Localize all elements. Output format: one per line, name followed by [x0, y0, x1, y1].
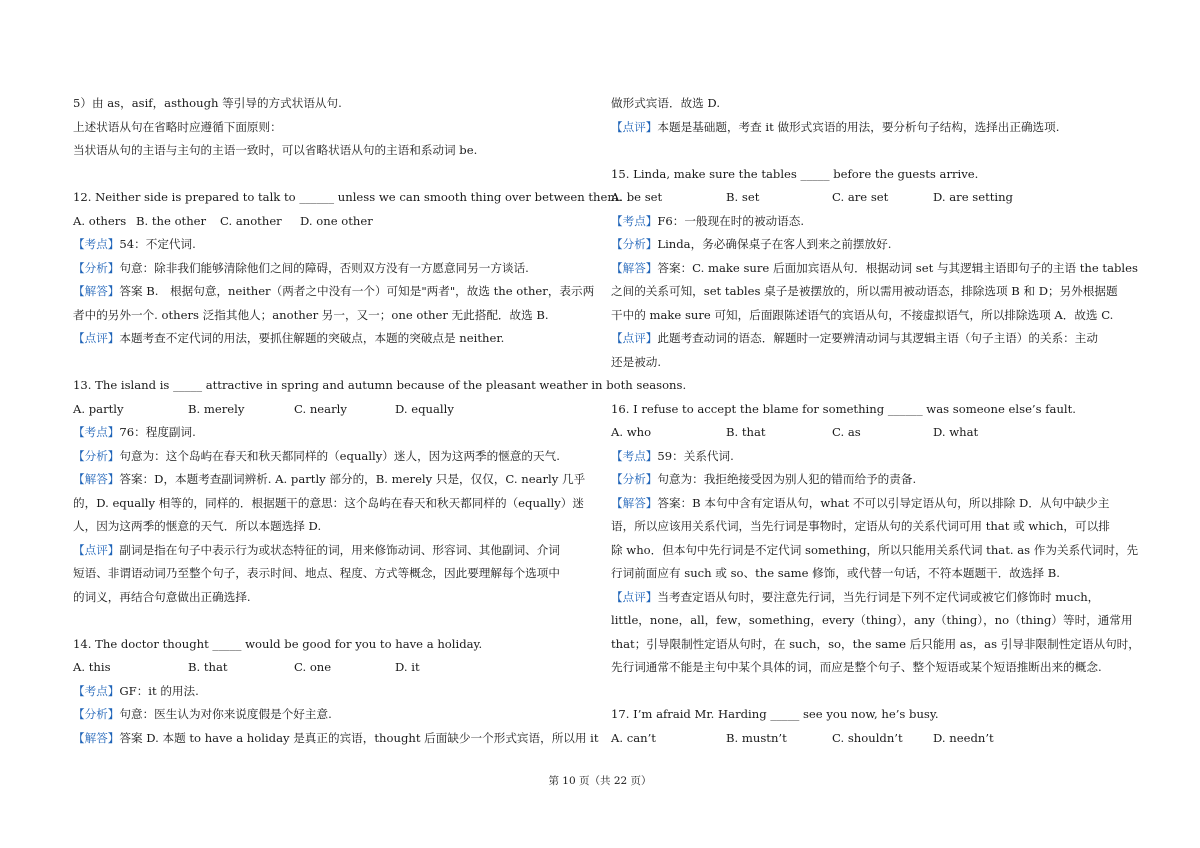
text-line	[611, 633, 1140, 657]
text-line	[611, 351, 1128, 375]
text-line	[611, 515, 1128, 539]
answer-option: D. are setting	[933, 190, 1013, 204]
answer-option: D. equally	[395, 401, 454, 416]
line-text: 12. Neither side is prepared to talk to ______ unless we can smooth thing over between them.	[73, 190, 623, 204]
annotated-line	[611, 210, 1128, 234]
line-text: 的，D. equally 相等的，同样的．根据题干的意思：这个岛屿在春天和秋天都同样的（equally）迷	[73, 495, 584, 510]
text-line	[611, 539, 1139, 563]
section-tag: 【分析】	[611, 472, 658, 486]
answer-option: D. what	[933, 425, 979, 439]
section-tag: 【分析】	[73, 448, 120, 463]
line-text: 的词义，再结合句意做出正确选择.	[73, 589, 251, 604]
line-text: 句意：除非我们能够清除他们之间的障碍，否则双方没有一方愿意同另一方谈话.	[119, 260, 529, 275]
text-line	[611, 609, 1133, 633]
answer-option: A. be set	[611, 190, 663, 204]
text-line	[73, 116, 592, 140]
line-text: 当考查定语从句时，要注意先行词，当先行词是下列不定代词或被它们修饰时 much，	[657, 589, 1100, 604]
answer-option: A. who	[611, 425, 652, 439]
answer-options	[611, 186, 1128, 210]
line-text: 上述状语从句在省略时应遵循下面原则：	[73, 119, 282, 134]
answer-option: D. it	[395, 660, 420, 674]
annotated-line	[73, 727, 599, 751]
answer-option: C. are set	[832, 190, 889, 204]
annotated-line	[73, 539, 592, 563]
answer-option: B. set	[726, 190, 760, 204]
line-text: 行词前面应有 such 或 so、the same 修饰，或代替一句话，不符本题题干．故选择 B.	[611, 566, 1060, 580]
annotated-line	[611, 492, 1128, 516]
section-tag: 【点评】	[73, 542, 120, 557]
answer-option: C. as	[832, 425, 861, 439]
line-text: GF：it 的用法.	[119, 683, 199, 698]
section-tag: 【考点】	[73, 683, 120, 698]
answer-option: B. merely	[188, 401, 245, 416]
line-text: 15. Linda, make sure the tables _____ before the guests arrive.	[611, 166, 979, 181]
line-text: 13. The island is _____ attractive in spring and autumn because of the pleasant weather in both seasons.	[73, 378, 687, 392]
annotated-line	[611, 327, 1128, 351]
answer-options	[73, 656, 592, 680]
line-text: 17. I’m afraid Mr. Harding _____ see you now, he’s busy.	[611, 707, 939, 721]
text-line	[73, 492, 592, 516]
text-line	[73, 633, 592, 657]
section-tag: 【点评】	[611, 589, 658, 604]
answer-option: B. the other	[136, 213, 207, 228]
line-text: 干中的 make sure 可知，后面跟陈述语气的宾语从句，不接虚拟语气，所以排除选项 A．故选 C.	[611, 307, 1114, 322]
annotated-line	[73, 327, 592, 351]
annotated-line	[611, 445, 1128, 469]
spacer	[611, 139, 1128, 163]
text-line	[73, 186, 623, 210]
line-text: 本题是基础题，考查 it 做形式宾语的用法，要分析句子结构，选择出正确选项.	[657, 119, 1060, 134]
text-line	[73, 92, 592, 116]
annotated-line	[611, 468, 1128, 492]
text-line	[611, 398, 1128, 422]
section-tag: 【点评】	[611, 119, 658, 134]
line-text: that；引导限制性定语从句时，在 such，so，the same 后只能用 as，as 引导非限制性定语从句时，	[611, 636, 1140, 651]
section-tag: 【考点】	[73, 237, 120, 251]
section-tag: 【考点】	[611, 213, 658, 228]
text-line	[73, 304, 592, 328]
text-line	[611, 163, 1128, 187]
line-text: 54：不定代词.	[119, 237, 196, 251]
spacer	[73, 351, 592, 375]
answer-option: C. another	[220, 213, 282, 228]
annotated-line	[73, 233, 592, 257]
line-text: 当状语从句的主语与主句的主语一致时，可以省略状语从句的主语和系动词 be.	[73, 143, 478, 157]
section-tag: 【解答】	[73, 284, 120, 298]
text-line	[611, 304, 1128, 328]
annotated-line	[611, 233, 1128, 257]
section-tag: 【解答】	[611, 260, 658, 275]
page-footer: 第 10 页（共 22 页）	[548, 775, 652, 787]
section-tag: 【考点】	[73, 425, 120, 439]
annotated-line	[611, 116, 1128, 140]
answer-option: B. that	[726, 425, 766, 439]
answer-option: B. mustn’t	[726, 730, 787, 745]
text-line	[611, 703, 1128, 727]
spacer	[73, 163, 592, 187]
answer-option: C. one	[294, 660, 332, 674]
line-text: 做形式宾语．故选 D.	[611, 96, 721, 110]
section-tag: 【解答】	[73, 472, 120, 486]
answer-option: A. this	[73, 660, 111, 674]
line-text: 句意为：这个岛屿在春天和秋天都同样的（equally）迷人，因为这两季的惬意的天气.	[119, 448, 560, 463]
answer-option: B. that	[188, 660, 228, 674]
annotated-line	[73, 703, 592, 727]
text-line	[73, 562, 592, 586]
text-line	[73, 515, 592, 539]
line-text: 句意为：我拒绝接受因为别人犯的错而给予的责备.	[657, 472, 917, 486]
line-text: 语，所以应该用关系代词，当先行词是事物时，定语从句的关系代词可用 that 或 which，可以排	[611, 519, 1110, 533]
line-text: 副词是指在句子中表示行为或状态特征的词，用来修饰动词、形容词、其他副词、介词	[119, 542, 560, 557]
line-text: 人，因为这两季的惬意的天气．所以本题选择 D.	[73, 519, 322, 533]
answer-option: A. others	[73, 213, 127, 228]
line-text: 答案：B 本句中含有定语从句，what 不可以引导定语从句，所以排除 D．从句中缺少主	[657, 495, 1110, 510]
text-line	[73, 586, 592, 610]
section-tag: 【分析】	[73, 707, 120, 721]
text-line	[73, 139, 592, 163]
text-line	[611, 562, 1128, 586]
answer-option: C. nearly	[294, 401, 347, 416]
line-text: 答案 B. 根据句意，neither（两者之中没有一个）可知是"两者"，故选 the other，表示两	[119, 284, 595, 298]
line-text: 14. The doctor thought _____ would be good for you to have a holiday.	[73, 636, 483, 651]
line-text: little，none，all，few，something，every（thing），any（thing），no（thing）等时，通常用	[611, 613, 1133, 627]
line-text: 还是被动.	[611, 354, 662, 369]
annotated-line	[73, 280, 595, 304]
annotated-line	[611, 586, 1128, 610]
text-line	[611, 656, 1128, 680]
answer-option: A. can’t	[611, 730, 656, 745]
spacer	[73, 609, 592, 633]
line-text: 者中的另外一个. others 泛指其他人；another 另一，又一；one other 无此搭配．故选 B.	[73, 307, 549, 322]
annotated-line	[73, 257, 592, 281]
section-tag: 【点评】	[611, 331, 658, 345]
answer-options	[611, 421, 1128, 445]
line-text: 除 who．但本句中先行词是不定代词 something，所以只能用关系代词 that. as 作为关系代词时，先	[611, 542, 1139, 557]
line-text: F6：一般现在时的被动语态.	[657, 213, 805, 228]
line-text: 答案：D，本题考查副词辨析. A. partly 部分的，B. merely 只是，仅仅，C. nearly 几乎	[119, 472, 586, 486]
line-text: 16. I refuse to accept the blame for something ______ was someone else’s fault.	[611, 401, 1076, 416]
line-text: 短语、非谓语动词乃至整个句子，表示时间、地点、程度、方式等概念，因此要理解每个选项中	[73, 566, 560, 580]
annotated-line	[73, 468, 592, 492]
right-column	[611, 92, 1140, 750]
answer-options	[611, 727, 1128, 751]
answer-options	[73, 398, 592, 422]
section-tag: 【解答】	[611, 495, 658, 510]
line-text: 之间的关系可知，set tables 桌子是被摆放的，所以需用被动语态，排除选项 B 和 D；另外根据题	[611, 284, 1118, 298]
line-text: 59：关系代词.	[657, 448, 734, 463]
line-text: 先行词通常不能是主句中某个具体的词，而应是整个句子、整个短语或某个短语推断出来的概念.	[611, 660, 1102, 674]
line-text: 句意：医生认为对你来说度假是个好主意.	[119, 707, 332, 721]
line-text: 答案 D. 本题 to have a holiday 是真正的宾语，thought 后面缺少一个形式宾语，所以用 it	[119, 730, 599, 745]
line-text: Linda，务必确保桌子在客人到来之前摆放好.	[657, 237, 892, 251]
line-text: 76：程度副词.	[119, 425, 196, 439]
answer-option: C. shouldn’t	[832, 730, 903, 745]
section-tag: 【解答】	[73, 730, 120, 745]
annotated-line	[73, 421, 592, 445]
section-tag: 【点评】	[73, 331, 120, 345]
section-tag: 【分析】	[73, 260, 120, 275]
line-text: 本题考查不定代词的用法，要抓住解题的突破点，本题的突破点是 neither.	[119, 331, 505, 345]
text-line	[611, 280, 1128, 304]
spacer	[611, 374, 1128, 398]
spacer	[611, 680, 1128, 704]
answer-option: D. needn’t	[933, 730, 994, 745]
annotated-line	[73, 680, 592, 704]
section-tag: 【分析】	[611, 237, 658, 251]
line-text: 此题考查动词的语态．解题时一定要辨清动词与其逻辑主语（句子主语）的关系：主动	[657, 331, 1098, 345]
text-line	[611, 92, 1128, 116]
annotated-line	[73, 445, 592, 469]
answer-options	[73, 210, 592, 234]
line-text: 5）由 as，asif，asthough 等引导的方式状语从句.	[73, 96, 342, 110]
answer-option: D. one other	[300, 213, 373, 228]
answer-option: A. partly	[73, 401, 124, 416]
annotated-line	[611, 257, 1138, 281]
section-tag: 【考点】	[611, 448, 658, 463]
line-text: 答案：C. make sure 后面加宾语从句．根据动词 set 与其逻辑主语即句子的主语 the tables	[657, 260, 1138, 275]
text-line	[73, 374, 687, 398]
